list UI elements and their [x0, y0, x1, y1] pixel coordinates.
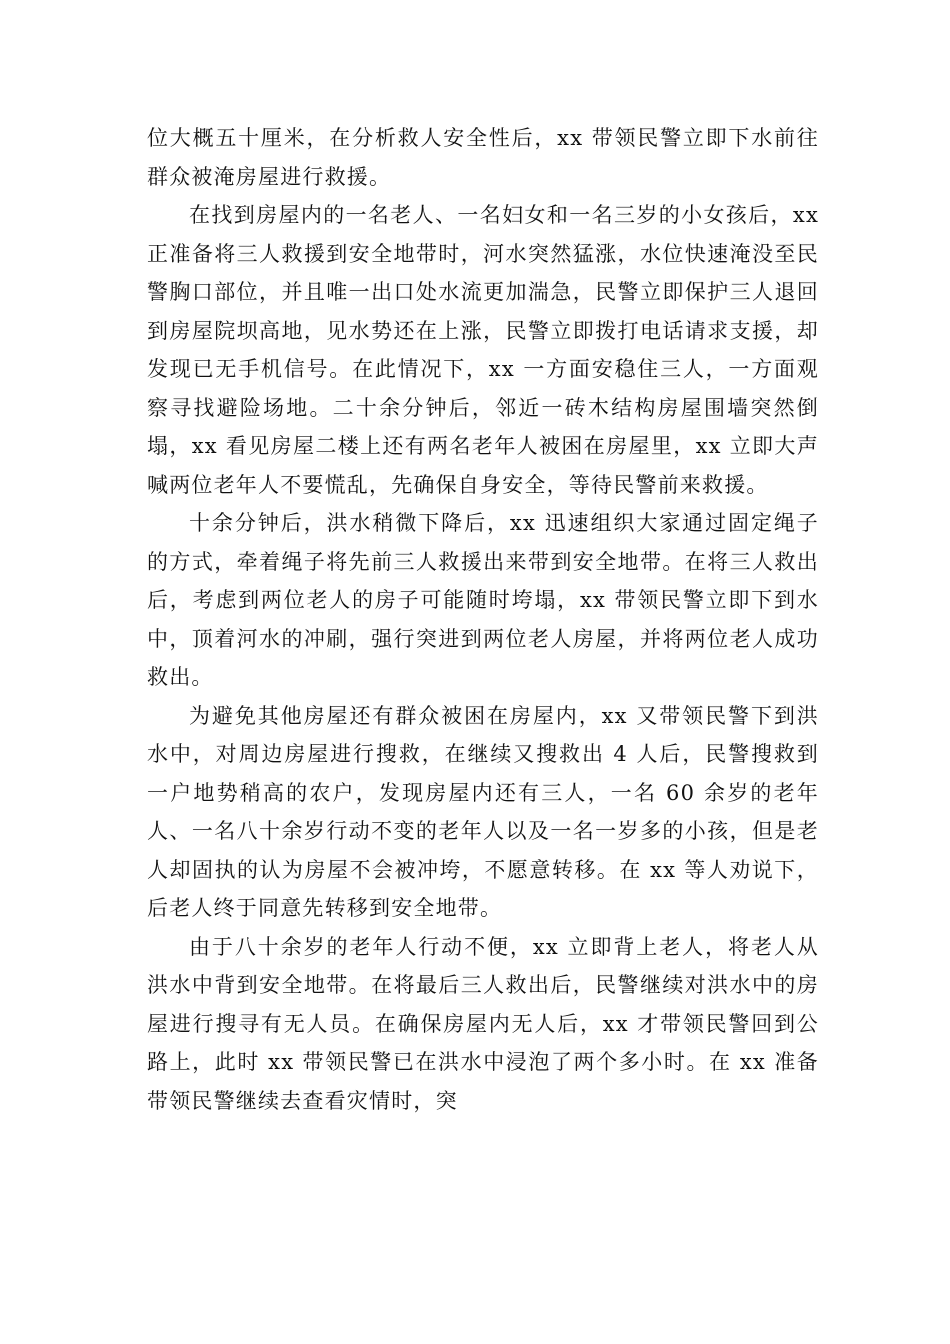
paragraph-3: 十余分钟后，洪水稍微下降后，xx 迅速组织大家通过固定绳子的方式，牵着绳子将先前三人救援出来带到安全地带。在将三人救出后，考虑到两位老人的房子可能随时垮塌，xx 带领民警立即下到水中，顶着河水的冲刷，强行突进到两位老人房屋，并将两位老人成功救出。 — [147, 511, 819, 689]
document-body — [147, 119, 819, 1120]
paragraph-1: 位大概五十厘米，在分析救人安全性后，xx 带领民警立即下水前往群众被淹房屋进行救援。 — [147, 126, 819, 189]
paragraph-4: 为避免其他房屋还有群众被困在房屋内，xx 又带领民警下到洪水中，对周边房屋进行搜救，在继续又搜救出 4 人后，民警搜救到一户地势稍高的农户，发现房屋内还有三人，一名 60 余岁的老年人、一名八十余岁行动不变的老年人以及一名一岁多的小孩，但是老人却固执的认为房屋不会被冲垮，不愿意转移。在 xx 等人劝说下，后老人终于同意先转移到安全地带。 — [147, 703, 819, 920]
paragraph-5: 由于八十余岁的老年人行动不便，xx 立即背上老人，将老人从洪水中背到安全地带。在将最后三人救出后，民警继续对洪水中的房屋进行搜寻有无人员。在确保房屋内无人后，xx 才带领民警回到公路上，此时 xx 带领民警已在洪水中浸泡了两个多小时。在 xx 准备带领民警继续去查看灾情时，突 — [147, 934, 819, 1113]
paragraph-2: 在找到房屋内的一名老人、一名妇女和一名三岁的小女孩后，xx 正准备将三人救援到安全地带时，河水突然猛涨，水位快速淹没至民警胸口部位，并且唯一出口处水流更加湍急，民警立即保护三人退回到房屋院坝高地，见水势还在上涨，民警立即拨打电话请求支援，却发现已无手机信号。在此情况下，xx 一方面安稳住三人，一方面观察寻找避险场地。二十余分钟后，邻近一砖木结构房屋围墙突然倒塌，xx 看见房屋二楼上还有两名老年人被困在房屋里，xx 立即大声喊两位老年人不要慌乱，先确保自身安全，等待民警前来救援。 — [147, 203, 819, 497]
